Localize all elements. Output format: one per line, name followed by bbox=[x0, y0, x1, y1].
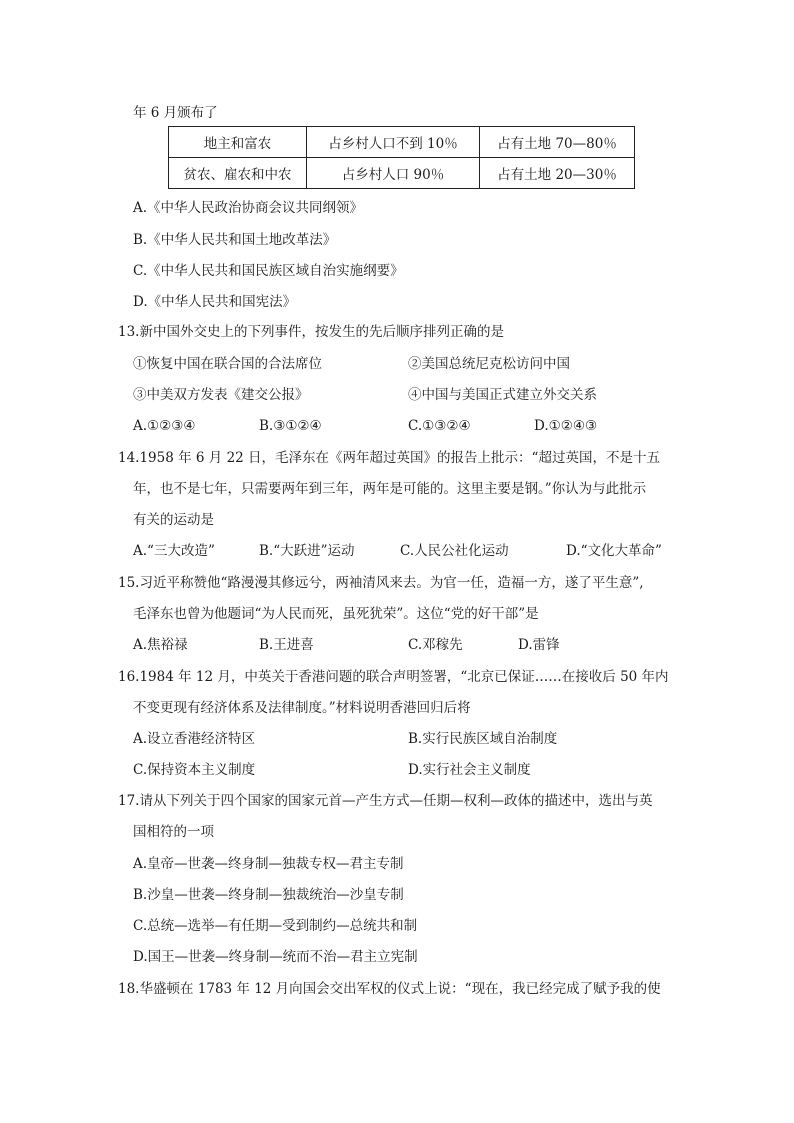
q16-option-d: D.实行社会主义制度 bbox=[408, 762, 531, 778]
q16-stem-line-1: 16.1984 年 12 月，中英关于香港问题的联合声明签署，“北京已保证……在接收后 50 年内 bbox=[118, 669, 669, 685]
q16-stem-line-2: 不变更现有经济体系及法律制度。”材料说明香港回归后将 bbox=[133, 700, 471, 716]
q13-option-a: A.①②③④ bbox=[133, 418, 196, 434]
table-cell: 占有土地 20—30％ bbox=[480, 158, 635, 189]
table-cell: 占乡村人口不到 10％ bbox=[307, 127, 480, 158]
q14-stem-line-3: 有关的运动是 bbox=[133, 512, 214, 528]
q13-item-3: ③中美双方发表《建交公报》 bbox=[133, 387, 309, 403]
q15-option-b: B.王进喜 bbox=[259, 637, 314, 653]
table-cell: 贫农、雇农和中农 bbox=[169, 158, 307, 189]
q13-option-c: C.①③②④ bbox=[408, 418, 471, 434]
table-row bbox=[169, 127, 635, 158]
q15-option-c: C.邓稼先 bbox=[408, 637, 463, 653]
q12-option-d: D.《中华人民共和国宪法》 bbox=[133, 294, 297, 310]
q13-item-2: ②美国总统尼克松访问中国 bbox=[408, 356, 570, 372]
q18-stem-line-1: 18.华盛顿在 1783 年 12 月向国会交出军权的仪式上说：“现在，我已经完成了赋予我的使 bbox=[118, 981, 661, 997]
table-row bbox=[169, 158, 635, 189]
q17-option-b: B.沙皇—世袭—终身制—独裁统治—沙皇专制 bbox=[133, 887, 404, 903]
table-cell: 占乡村人口 90％ bbox=[307, 158, 480, 189]
q13-stem: 13.新中国外交史上的下列事件，按发生的先后顺序排列正确的是 bbox=[118, 324, 504, 340]
q15-option-a: A.焦裕禄 bbox=[133, 637, 188, 653]
q12-stem-tail: 年 6 月颁布了 bbox=[133, 105, 218, 121]
q16-option-b: B.实行民族区域自治制度 bbox=[408, 731, 558, 747]
q14-stem-line-1: 14.1958 年 6 月 22 日，毛泽东在《两年超过英国》的报告上批示：“超过英国，不是十五 bbox=[118, 450, 660, 466]
q17-option-a: A.皇帝—世袭—终身制—独裁专权—君主专制 bbox=[133, 856, 404, 872]
q17-stem-line-2: 国相符的一项 bbox=[133, 824, 214, 840]
q14-option-b: B.“大跃进”运动 bbox=[259, 543, 355, 559]
q16-option-c: C.保持资本主义制度 bbox=[133, 762, 256, 778]
q14-option-a: A.“三大改造” bbox=[133, 543, 215, 559]
q17-stem-line-1: 17.请从下列关于四个国家的国家元首—产生方式—任期—权利—政体的描述中，选出与英 bbox=[118, 793, 653, 809]
q14-option-d: D.“文化大革命” bbox=[566, 543, 662, 559]
table-cell: 地主和富农 bbox=[169, 127, 307, 158]
q12-option-a: A.《中华人民政治协商会议共同纲领》 bbox=[133, 200, 364, 216]
q13-option-d: D.①②④③ bbox=[534, 418, 598, 434]
q16-option-a: A.设立香港经济特区 bbox=[133, 731, 256, 747]
q15-option-d: D.雷锋 bbox=[518, 637, 560, 653]
land-distribution-table bbox=[168, 126, 635, 189]
q13-item-1: ①恢复中国在联合国的合法席位 bbox=[133, 356, 322, 372]
q17-option-d: D.国王—世袭—终身制—统而不治—君主立宪制 bbox=[133, 949, 418, 965]
q12-option-b: B.《中华人民共和国土地改革法》 bbox=[133, 232, 337, 248]
q15-stem-line-2: 毛泽东也曾为他题词“为人民而死，虽死犹荣”。这位“党的好干部”是 bbox=[133, 606, 539, 622]
q15-stem-line-1: 15.习近平称赞他“路漫漫其修远兮，两袖清风来去。为官一任，造福一方，遂了平生意”, bbox=[118, 575, 644, 591]
table-cell: 占有土地 70—80％ bbox=[480, 127, 635, 158]
q13-item-4: ④中国与美国正式建立外交关系 bbox=[408, 387, 597, 403]
q14-stem-line-2: 年，也不是七年，只需要两年到三年，两年是可能的。这里主要是钢。”你认为与此批示 bbox=[133, 481, 647, 497]
q17-option-c: C.总统—选举—有任期—受到制约—总统共和制 bbox=[133, 918, 418, 934]
q13-option-b: B.③①②④ bbox=[259, 418, 322, 434]
q12-option-c: C.《中华人民共和国民族区域自治实施纲要》 bbox=[133, 263, 404, 279]
q14-option-c: C.人民公社化运动 bbox=[400, 543, 509, 559]
